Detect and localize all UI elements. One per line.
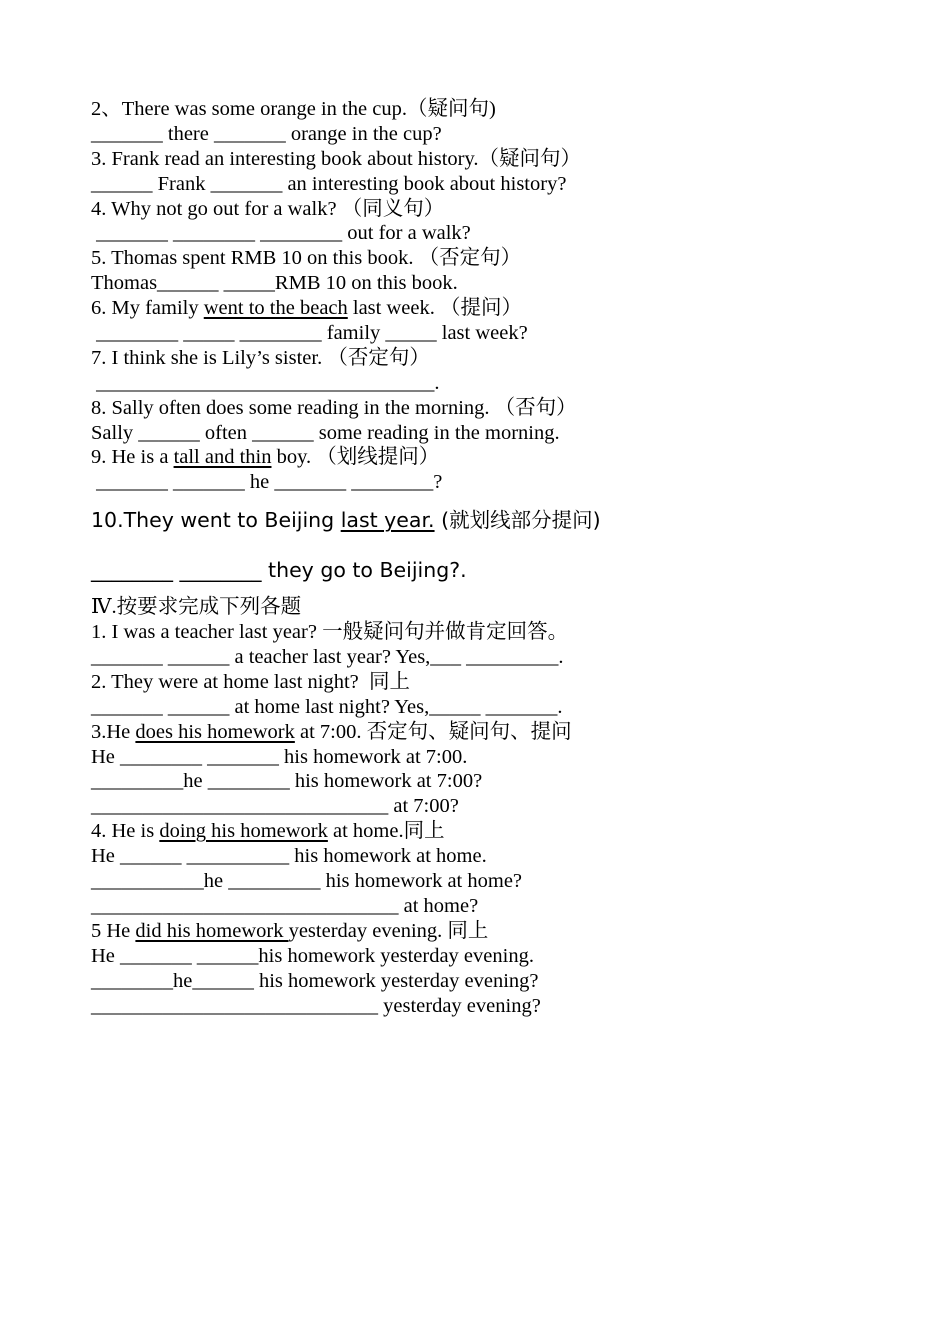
underlined-phrase: went to the beach [203,297,348,320]
answer-line-7: _________________________________. [91,371,440,394]
task-4-answer-negative: He ______ __________ his homework at home. [91,845,487,868]
question-3: 3. Frank read an interesting book about history.（疑问句） [91,147,582,170]
task-1-answer: _______ ______ a teacher last year? Yes,___ _________. [91,646,564,669]
task-4: 4. He is doing his homework at home.同上 [91,820,445,843]
answer-line-5: Thomas______ _____RMB 10 on this book. [91,272,458,295]
task-3-answer-negative: He ________ _______ his homework at 7:00. [91,745,468,768]
question-5: 5. Thomas spent RMB 10 on this book. （否定句） [91,247,522,270]
exercise-list [91,97,891,1018]
answer-line-3: ______ Frank _______ an interesting book about history? [91,172,567,195]
underlined-phrase: did his homework [135,919,289,942]
task-5: 5 He did his homework yesterday evening. 同上 [91,919,489,942]
answer-line-4: _______ ________ ________ out for a walk? [91,222,471,245]
task-5-answer-negative: He _______ ______his homework yesterday evening. [91,944,534,967]
task-4-answer-question: ___________he _________ his homework at home? [91,870,523,893]
task-2: 2. They were at home last night? 同上 [91,670,411,693]
answer-line-2: _______ there _______ orange in the cup? [91,122,442,145]
task-3: 3.He does his homework at 7:00. 否定句、疑问句、提问 [91,720,572,743]
underlined-phrase: tall and thin [173,446,272,469]
answer-line-6: ________ _____ ________ family _____ last week? [91,322,528,345]
underlined-phrase: last year. [340,508,435,533]
question-2: 2、There was some orange in the cup.（疑问句) [91,98,496,120]
task-3-answer-question: _________he ________ his homework at 7:00? [91,770,483,793]
task-3-answer-wh: _____________________________ at 7:00? [91,795,459,818]
task-4-answer-wh: ______________________________ at home? [91,894,479,917]
underlined-phrase: doing his homework [159,820,328,843]
task-5-answer-question: ________he______ his homework yesterday evening? [91,969,539,992]
section-heading: Ⅳ.按要求完成下列各题 [91,596,302,619]
answer-line-9: _______ _______ he _______ ________? [91,471,443,494]
underlined-phrase: does his homework [135,720,295,743]
question-6: 6. My family went to the beach last week. （提问） [91,297,522,320]
question-8: 8. Sally often does some reading in the morning. （否句） [91,396,577,419]
question-10: 10.They went to Beijing last year. (就划线部分提问) [91,508,601,533]
answer-line-10: ________ ________ they go to Beijing?. [91,558,467,583]
question-9: 9. He is a tall and thin boy. （划线提问） [91,446,440,469]
question-4: 4. Why not go out for a walk? （同义句） [91,197,445,220]
task-1: 1. I was a teacher last year? 一般疑问句并做肯定回答。 [91,621,569,644]
task-5-answer-wh: ____________________________ yesterday evening? [91,994,541,1017]
answer-line-8: Sally ______ often ______ some reading in the morning. [91,421,560,444]
question-7: 7. I think she is Lily’s sister. （否定句） [91,346,430,369]
task-2-answer: _______ ______ at home last night? Yes,_____ _______. [91,695,563,718]
